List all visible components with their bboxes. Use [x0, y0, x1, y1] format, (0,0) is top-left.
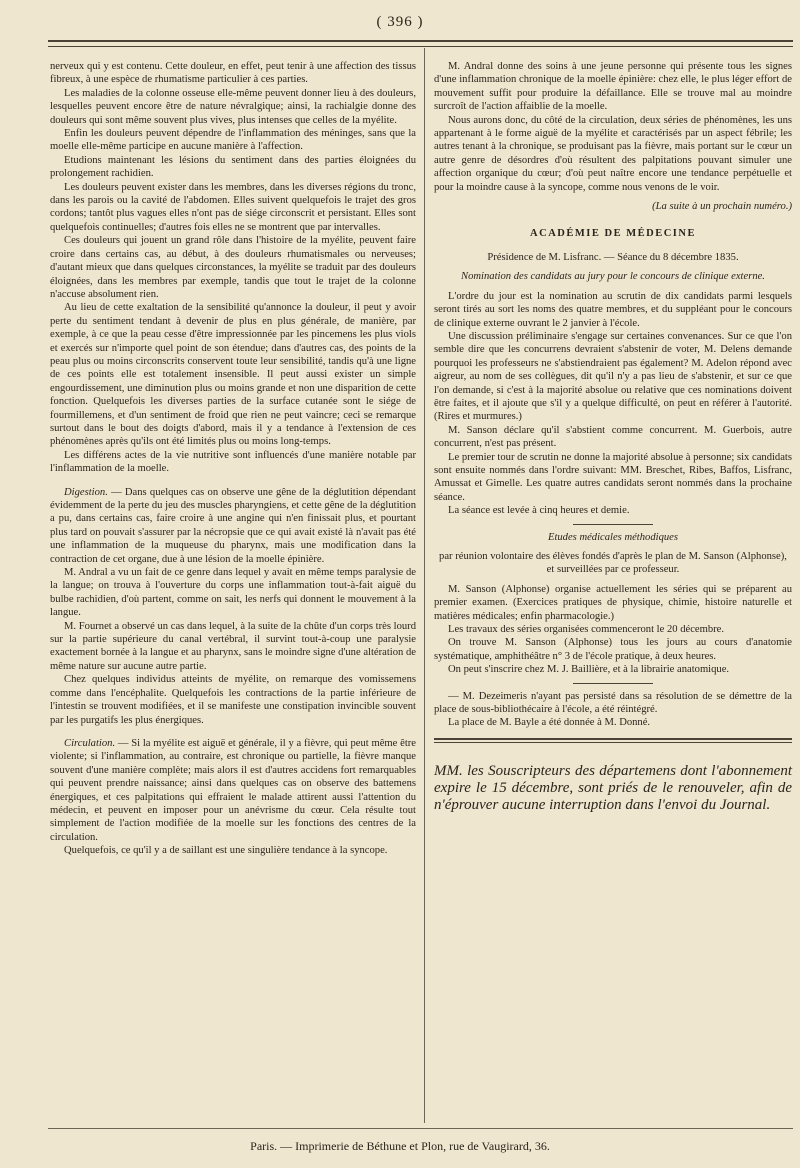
paragraph-digestion: [50, 486, 416, 566]
printer-footer: Paris. — Imprimerie de Béthune et Plon, rue de Vaugirard, 36.: [250, 1139, 550, 1153]
paragraph: Le premier tour de scrutin ne donne la majorité absolue à personne; six candidats sont ensuite nommés dans l'ordre suivant: MM. Breschet, Ribes, Baffos, Lisfranc, Amussat et Gimelle. Les quatre autres candidats seront nommés dans la prochaine séance.: [434, 451, 792, 503]
paragraph: — M. Dezeimeris n'ayant pas persisté dans sa résolution de se démettre de la place de sous-bibliothécaire à l'école, a été réintégré.: [434, 690, 792, 716]
paragraph: Etudions maintenant les lésions du sentiment dans des parties éloignées du prolongement rachidien.: [50, 154, 416, 180]
etudes-subtitle: par réunion volontaire des élèves fondés d'après le plan de M. Sanson (Alphonse), et surveillées par ce professeur.: [439, 551, 787, 576]
paragraph: Une discussion préliminaire s'engage sur certaines convenances. Sur ce que l'on semble dire que les concurrens devraient s'abstenir de voter, M. Delens demande pourquoi les professeurs ne s'abstiendraient pas également? M. Adelon répond avec aigreur, au nom de ses collègues, dit qu'il n'y a pas lieu de s'abstenir, et sur ce que l'on demande, si c'est à la majorité absolue ou relative que ces nominations doivent être faites, et il ajoute que s'il y a quelque difficulté, on peut en référer à l'autorité. (Rires et murmures.): [434, 330, 792, 423]
paragraph: Les différens actes de la vie nutritive sont influencés d'une manière notable par l'inflammation de la moelle.: [50, 449, 416, 475]
digestion-label: Digestion.: [64, 486, 108, 498]
etudes-title: Etudes médicales méthodiques: [547, 531, 679, 543]
paragraph: La séance est levée à cinq heures et demie.: [448, 505, 630, 517]
notice-rule: [434, 738, 792, 743]
right-column: [434, 60, 792, 814]
paragraph: Ces douleurs qui jouent un grand rôle dans l'histoire de la myélite, peuvent faire croire dans certains cas, au début, à des douleurs rhumatismales ou nerveuses; d'autant mieux que dans quelques circonstances, la myélite se traduit par des douleurs éloignées, dans les membres par exemple, tandis que tout le trajet de la colonne n'accuse absolument rien.: [50, 235, 416, 300]
paragraph: L'ordre du jour est la nomination au scrutin de dix candidats parmi lesquels seront tirés au sort les noms des quatre membres, et du suppléant pour le concours de clinique externe ouvrant le 2 janvier à l'école.: [434, 290, 792, 329]
column-divider: [424, 48, 425, 1123]
section-rule: [573, 524, 653, 525]
paragraph: M. Sanson déclare qu'il s'abstient comme concurrent. M. Guerbois, autre concurrent, n'est pas présent.: [434, 424, 792, 450]
left-column: [50, 60, 416, 858]
academy-title: ACADÉMIE DE MÉDECINE: [530, 228, 696, 240]
paragraph: Quelquefois, ce qu'il y a de saillant est une singulière tendance à la syncope.: [64, 845, 388, 857]
paragraph: On trouve M. Sanson (Alphonse) tous les jours au cours d'anatomie systématique, amphithéâtre n° 3 de l'école pratique, à deux heures.: [434, 637, 792, 662]
section-rule: [573, 683, 653, 684]
digestion-text: — Dans quelques cas on observe une gêne de la déglutition dépendant évidemment de la perte du jeu des muscles pharyngiens, et cette gêne de la déglutition a pu, dans certains cas, faire croire à une angine qui n'en finissait plus, et pourtant plus tard on pouvait s'assurer par la nécropsie que ce qui avait existé là n'avait pas été une inflammation de la muqueuse du pharynx, mais une modification dans la contraction de cet organe, due à une lésion de la moelle épinière.: [50, 486, 416, 565]
bottom-rule: [48, 1128, 793, 1129]
paragraph: M. Andral donne des soins à une jeune personne qui présente tous les signes d'une inflammation chronique de la moelle épinière: chez elle, le plus léger effort de mouvement suffit pour produire la défaillance. Elle se trouve mal au moindre surcroît de l'action affaiblie de la moelle.: [434, 61, 792, 113]
page-number: ( 396 ): [376, 14, 424, 30]
paragraph: Au lieu de cette exaltation de la sensibilité qu'annonce la douleur, il peut y avoir perte du sentiment tendant à devenir de plus en plus générale, de manière, par exemple, à ce que la peau cesse d'être impressionnée par les pincemens les plus viols et exercés sur n'importe quel point de son étendue; dans d'autres cas, des points de la peau plus ou moins circonscrits conservent toute leur sensibilité, tandis qu'à une ligne de ces points elle est totalement insensible. Il peut aussi exister un simple engourdissement, une diminution plus ou moins grande et non une disparition de cette fonction. Quelquefois les diverses parties de la surface cutanée sont le siége de fourmillemens, et d'un sentiment de froid que rien ne peut vaincre; ceci se remarque surtout dans le bout des doigts d'abord, mais il y a tendance à l'extension de ces phénomènes après qu'ils ont été limités plus ou moins long-temps.: [50, 302, 416, 448]
paragraph: Les travaux des séries organisées commenceront le 20 décembre.: [448, 624, 725, 636]
paragraph: M. Andral a vu un fait de ce genre dans lequel y avait en même temps paralysie de la langue; on trouva à l'ouverture du corps une inflammation tout-à-fait aiguë du bulbe rachidien, d'où partent, comme on sait, les nerfs qui donnent le mouvement à la langue.: [50, 567, 416, 619]
paragraph: M. Sanson (Alphonse) organise actuellement les séries qui se préparent au premier examen. (Exercices pratiques de physique, chimie, histoire naturelle et matières médicales; enfin pharmacologie.): [434, 583, 792, 622]
paragraph: Nous aurons donc, du côté de la circulation, deux séries de phénomènes, les uns appartenant à le forme aiguë de la myélite et caractérisés par un aspect fébrile; les autres tenant à la chronique, se produisant pas la fièvre, mais portant sur le cœur un autre genre de désordres d'où résultent des palpitations pouvant simuler une affection organique du cœur; d'où peut naître encore une tendance perpétuelle et pour la moindre cause à la syncope, comme nous venons de le voir.: [434, 114, 792, 193]
paragraph-circulation: [50, 737, 416, 844]
paragraph: Les maladies de la colonne osseuse elle-même peuvent donner lieu à des douleurs, lesquelles peuvent encore être de nature névralgique; ainsi, la rachialgie donne des douleurs qui sont même souvent plus vives, plus intenses que celles de la myélite.: [50, 87, 416, 126]
paragraph: La place de M. Bayle a été donnée à M. Donné.: [448, 717, 651, 729]
presidence-line: Présidence de M. Lisfranc. — Séance du 8 décembre 1835.: [487, 251, 739, 263]
nomination-heading: Nomination des candidats au jury pour le concours de clinique externe.: [461, 271, 765, 283]
paragraph: nerveux qui y est contenu. Cette douleur, en effet, peut tenir à une affection des tissus fibreux, à une espèce de rhumatisme particulier à ces parties.: [50, 61, 416, 86]
top-rule: [48, 40, 793, 47]
to-be-continued: (La suite à un prochain numéro.): [652, 201, 792, 213]
subscriber-notice: MM. les Souscripteurs des départemens dont l'abonnement expire le 15 décembre, sont priés de le renouveler, afin de n'éprouver aucune interruption dans l'envoi du Journal.: [434, 762, 792, 813]
paragraph: M. Fournet a observé un cas dans lequel, à la suite de la chûte d'un corps très lourd sur la partie supérieure du canal vertébral, il survint tout-à-coup une paralysie exactement bornée à la langue et au pharynx, sans le moindre signe d'une altération de même nature sur aucune autre partie.: [50, 620, 416, 672]
paragraph: Chez quelques individus atteints de myélite, on remarque des vomissemens comme dans l'encéphalite. Quelquefois les contractions de la partie inférieure de l'intestin se trouvent modifiées, et il se manifeste une constipation invincible souvent par les purgatifs les plus énergiques.: [50, 674, 416, 726]
circulation-label: Circulation.: [64, 737, 116, 749]
paragraph: Enfin les douleurs peuvent dépendre de l'inflammation des méninges, sans que la moelle elle-même participe en aucune manière à l'affection.: [50, 128, 416, 153]
paragraph: Les douleurs peuvent exister dans les membres, dans les diverses régions du tronc, dans les parois ou la cavité de l'abdomen. Elles suivent quelquefois le trajet des gros cordons; tantôt plus vagues elles n'ont pas de siége circonscrit et persistant. Elles sont quelquefois continuelles; d'autres fois elles ne se montrent que par intervalles.: [50, 181, 416, 233]
paragraph: On peut s'inscrire chez M. J. Baillière, et à la librairie anatomique.: [448, 664, 730, 676]
circulation-text: — Si la myélite est aiguë et générale, il y a fièvre, qui peut même être violente; si l'inflammation, au contraire, est chronique ou partielle, la fièvre manque souvent d'une manière complète; mais alors il est d'autres accidens fort remarquables qui peuvent prendre naissance; ainsi dans quelques cas on observe des battemens énergiques, et ces palpitations qui effraient le malade attirent aussi l'attention du médecin, et peuvent en imposer pour un anévrisme du cœur. Cela résulte tout simplement de l'action modifiée de la moelle sur les fonctions des centres de la circulation.: [50, 737, 416, 843]
